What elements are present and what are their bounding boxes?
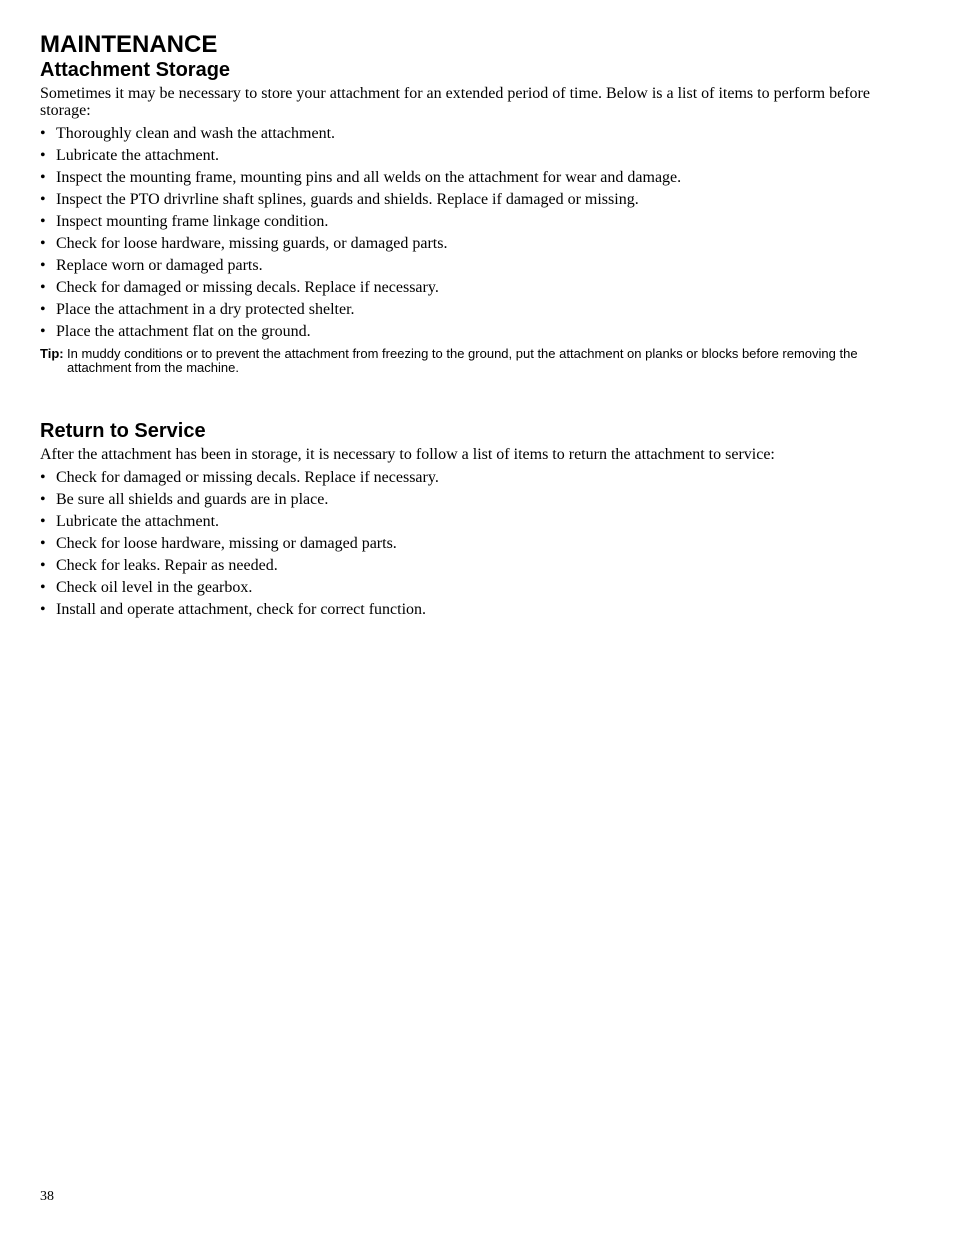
list-item: • Inspect the mounting frame, mounting pins and all welds on the attachment for wear and damage. [40,167,910,189]
list-item: • Install and operate attachment, check for correct function. [40,599,910,621]
bullet-icon: • [40,125,46,142]
storage-list [40,123,910,343]
section-title: MAINTENANCE [40,31,218,58]
list-item: • Check for damaged or missing decals. Replace if necessary. [40,467,910,489]
list-item: • Check for loose hardware, missing guards, or damaged parts. [40,233,910,255]
tip-label: Tip: [40,346,64,361]
bullet-icon: • [40,469,46,486]
bullet-icon: • [40,279,46,296]
list-item: • Check for damaged or missing decals. Replace if necessary. [40,277,910,299]
document-page [40,32,910,621]
return-to-service-heading: Return to Service [40,420,206,442]
bullet-icon: • [40,579,46,596]
list-item: • Inspect mounting frame linkage condition. [40,211,910,233]
list-item: • Place the attachment in a dry protected shelter. [40,299,910,321]
bullet-icon: • [40,557,46,574]
bullet-icon: • [40,491,46,508]
list-item: • Check for loose hardware, missing or damaged parts. [40,533,910,555]
bullet-icon: • [40,147,46,164]
list-item: • Inspect the PTO drivrline shaft splines, guards and shields. Replace if damaged or missing. [40,189,910,211]
bullet-icon: • [40,169,46,186]
bullet-icon: • [40,601,46,618]
list-item: • Place the attachment flat on the ground. [40,321,910,343]
attachment-storage-heading: Attachment Storage [40,59,231,81]
list-item: • Lubricate the attachment. [40,511,910,533]
section-spacer [40,375,910,419]
list-item: • Thoroughly clean and wash the attachment. [40,123,910,145]
list-item: • Replace worn or damaged parts. [40,255,910,277]
bullet-icon: • [40,323,46,340]
list-item: • Be sure all shields and guards are in place. [40,489,910,511]
bullet-icon: • [40,191,46,208]
bullet-icon: • [40,535,46,552]
bullet-icon: • [40,257,46,274]
service-intro: After the attachment has been in storage, it is necessary to follow a list of items to return the attachment to service: [40,446,775,463]
list-item: • Check for leaks. Repair as needed. [40,555,910,577]
tip-text: In muddy conditions or to prevent the attachment from freezing to the ground, put the attachment on planks or blocks before removing the attachment from the machine. [67,346,858,375]
bullet-icon: • [40,513,46,530]
list-item: • Check oil level in the gearbox. [40,577,910,599]
page-number: 38 [40,1189,54,1204]
storage-tip [40,347,910,375]
bullet-icon: • [40,235,46,252]
bullet-icon: • [40,301,46,318]
service-list [40,467,910,621]
storage-intro: Sometimes it may be necessary to store your attachment for an extended period of time. Below is a list of items to perform before storage: [40,85,870,119]
bullet-icon: • [40,213,46,230]
list-item: • Lubricate the attachment. [40,145,910,167]
